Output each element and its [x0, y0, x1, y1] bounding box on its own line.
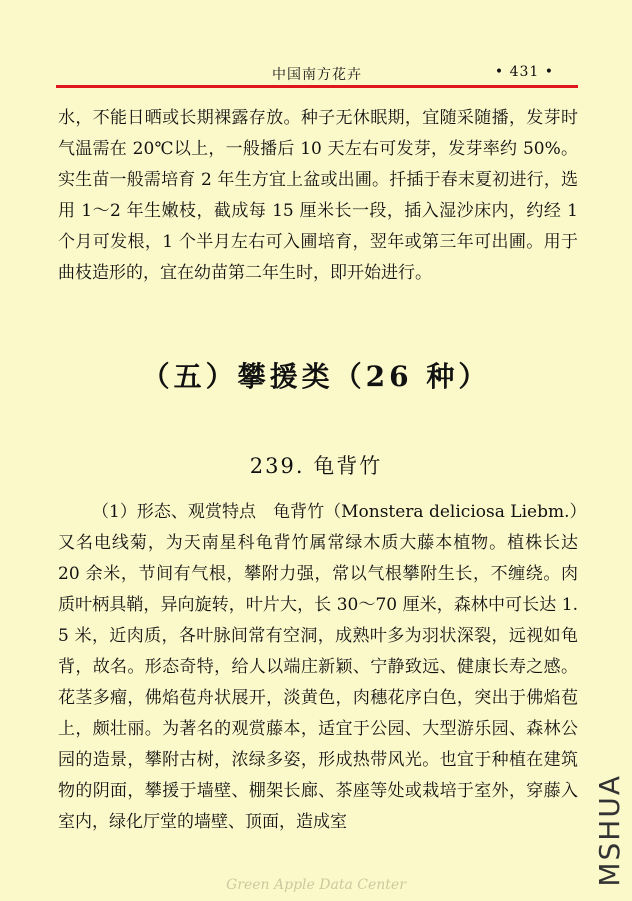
bottom-watermark: Green Apple Data Center [226, 877, 406, 893]
header-rule [56, 85, 578, 88]
side-watermark: MSHUA [593, 774, 626, 887]
entry-title: 239. 龟背竹 [249, 454, 383, 478]
page-number: • 431 • [494, 64, 554, 80]
running-header [56, 60, 578, 82]
running-header-title: 中国南方花卉 [272, 67, 362, 83]
continuation-paragraph: 水，不能日晒或长期裸露存放。种子无休眠期，宜随采随播，发芽时气温需在 20℃以上，一般播后 10 天左右可发芽，发芽率约 50%。实生苗一般需培育 2 年生方宜上盆或出圃。扦插于春末夏初进行，选用 1～2 年生嫩枝，截成每 15 厘米长一段，插入湿沙床内，约经 1 个月可发根，1 个半月左右可入圃培育，翌年或第三年可出圃。用于曲枝造形的，宜在幼苗第二年生时，即开始进行。 [58, 108, 578, 283]
entry-paragraph: （1）形态、观赏特点 龟背竹（Monstera deliciosa Liebm.）又名电线菊，为天南星科龟背竹属常绿木质大藤本植物。植株长达 20 余米，节间有气根，攀附力强，常以气根攀附生长，不缠绕。肉质叶柄具鞘，异向旋转，叶片大，长 30～70 厘米，森林中可长达 1. 5 米，近肉质，各叶脉间常有空洞，成熟叶多为羽状深裂，远视如龟背，故名。形态奇特，给人以端庄新颖、宁静致远、健康长寿之感。花茎多瘤，佛焰苞舟状展开，淡黄色，肉穗花序白色，突出于佛焰苞上，颇壮丽。为著名的观赏藤本，适宜于公园、大型游乐园、森林公园的造景，攀附古树，浓绿多姿，形成热带风光。也宜于种植在建筑物的阴面，攀援于墙壁、棚架长廊、茶座等处或栽培于室外，穿藤入室内，绿化厅堂的墙壁、顶面，造成室 [58, 502, 578, 832]
section-title: （五）攀援类（26 种） [141, 360, 491, 393]
